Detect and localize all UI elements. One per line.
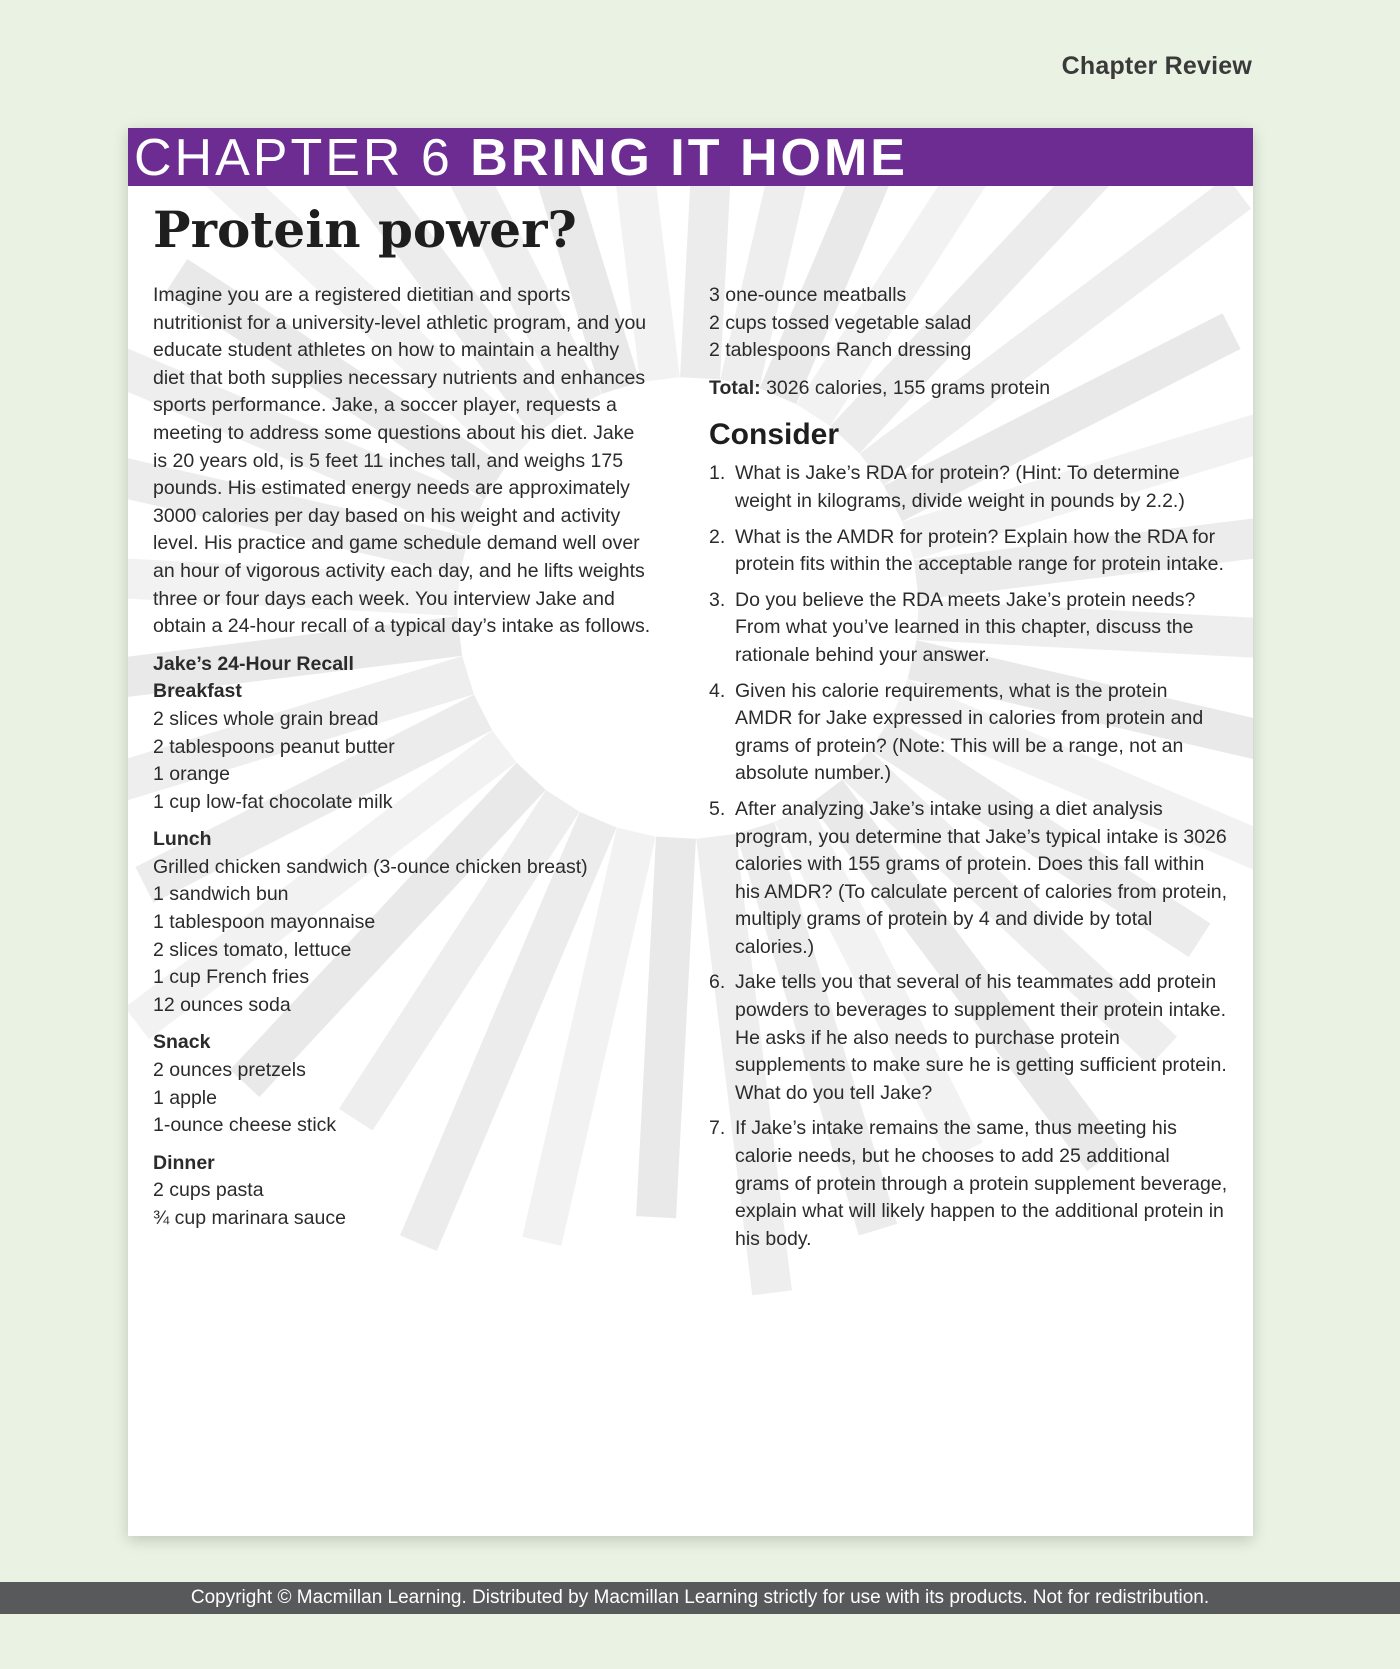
- question-text: What is the AMDR for protein? Explain how the RDA for protein fits within the acceptable range for protein intake.: [735, 525, 1224, 576]
- food-item: 1 tablespoon mayonnaise: [153, 911, 376, 934]
- meal-snack: [153, 1029, 653, 1139]
- meal-list: [153, 678, 653, 1232]
- copyright-footer: Copyright © Macmillan Learning. Distributed by Macmillan Learning strictly for use with its products. Not for redistribution.: [0, 1582, 1400, 1614]
- consider-heading: Consider: [709, 418, 840, 452]
- food-item: 12 ounces soda: [153, 993, 291, 1016]
- food-item: 1 cup French fries: [153, 966, 310, 989]
- chapter-number: CHAPTER 6: [134, 129, 453, 186]
- meal-name: Snack: [153, 1031, 211, 1054]
- question-list: [709, 460, 1229, 1253]
- question-number: 1.: [709, 462, 726, 485]
- question-text: What is Jake’s RDA for protein? (Hint: To determine weight in kilograms, divide weight in pounds by 2.2.): [735, 462, 1185, 512]
- recall-heading: Jake’s 24-Hour Recall: [153, 652, 354, 675]
- food-item: Grilled chicken sandwich (3-ounce chicken breast): [153, 855, 588, 878]
- food-item: 2 slices whole grain bread: [153, 707, 379, 730]
- food-item: 2 cups pasta: [153, 1179, 264, 1202]
- meal-dinner: [153, 1150, 653, 1233]
- food-item: ¾ cup marinara sauce: [153, 1207, 346, 1229]
- meal-name: Breakfast: [153, 680, 242, 703]
- question-item: [709, 1115, 1229, 1253]
- total-value: 3026 calories, 155 grams protein: [766, 376, 1051, 399]
- dinner-continued: [709, 282, 1229, 365]
- right-column: [709, 282, 1229, 1261]
- question-text: Do you believe the RDA meets Jake’s protein needs? From what you’ve learned in this chapter, discuss the rationale behind your answer.: [735, 588, 1196, 666]
- page-title: Protein power?: [153, 200, 577, 259]
- question-item: [709, 678, 1229, 788]
- question-text: Given his calorie requirements, what is the protein AMDR for Jake expressed in calories from protein and grams of protein? (Note: This will be a range, not an absolute number.): [735, 679, 1204, 785]
- food-item: 1-ounce cheese stick: [153, 1114, 337, 1137]
- running-head: Chapter Review: [1061, 52, 1252, 80]
- food-item: 1 sandwich bun: [153, 883, 289, 906]
- food-item: 3 one-ounce meatballs: [709, 284, 907, 306]
- meal-breakfast: [153, 678, 653, 816]
- question-text: Jake tells you that several of his teammates add protein powders to beverages to supplement their protein intake. He asks if he also needs to purchase protein supplements to make sure he is getting sufficient protein. What do you tell Jake?: [735, 971, 1227, 1104]
- food-item: 1 orange: [153, 763, 230, 786]
- question-number: 5.: [709, 797, 726, 820]
- total-label: Total:: [709, 376, 761, 399]
- food-item: 2 tablespoons peanut butter: [153, 735, 395, 758]
- total-line: [709, 375, 1229, 403]
- meal-lunch: [153, 826, 653, 1019]
- food-item: 2 cups tossed vegetable salad: [709, 311, 972, 334]
- meal-name: Lunch: [153, 828, 212, 851]
- food-item: 2 ounces pretzels: [153, 1059, 306, 1082]
- food-item: 1 apple: [153, 1086, 217, 1109]
- food-item: 1 cup low-fat chocolate milk: [153, 790, 393, 813]
- question-item: [709, 524, 1229, 579]
- left-column: [153, 282, 653, 1243]
- question-item: [709, 460, 1229, 515]
- intro-paragraph: Imagine you are a registered dietitian and sports nutritionist for a university-level athletic program, and you educate student athletes on how to maintain a healthy diet that both supplies necessary nutrients and enhances sports performance. Jake, a soccer player, requests a meeting to address some questions about his diet. Jake is 20 years old, is 5 feet 11 inches tall, and weighs 175 pounds. His estimated energy needs are approximately 3000 calories per day based on his weight and activity level. His practice and game schedule demand well over an hour of vigorous activity each day, and he lifts weights three or four days each week. You interview Jake and obtain a 24-hour recall of a typical day’s intake as follows.: [153, 284, 651, 638]
- chapter-title: BRING IT HOME: [470, 129, 908, 186]
- question-number: 7.: [709, 1117, 726, 1140]
- question-item: [709, 969, 1229, 1107]
- food-item: 2 slices tomato, lettuce: [153, 938, 352, 961]
- question-item: [709, 796, 1229, 962]
- question-number: 3.: [709, 588, 726, 611]
- food-item: 2 tablespoons Ranch dressing: [709, 339, 972, 362]
- question-text: After analyzing Jake’s intake using a diet analysis program, you determine that Jake’s typical intake is 3026 calories with 155 grams of protein. Does this fall within his AMDR? (To calculate percent of calories from protein, multiply grams of protein by 4 and divide by total calories.): [735, 797, 1228, 958]
- question-number: 6.: [709, 971, 726, 994]
- review-card: [128, 128, 1253, 1536]
- question-text: If Jake’s intake remains the same, thus meeting his calorie needs, but he chooses to add 25 additional grams of protein through a protein supplement beverage, explain what will likely happen to the additional protein in his body.: [735, 1117, 1228, 1250]
- question-number: 2.: [709, 525, 726, 548]
- meal-name: Dinner: [153, 1151, 215, 1174]
- question-item: [709, 587, 1229, 670]
- question-number: 4.: [709, 679, 726, 702]
- chapter-banner: [128, 128, 1253, 186]
